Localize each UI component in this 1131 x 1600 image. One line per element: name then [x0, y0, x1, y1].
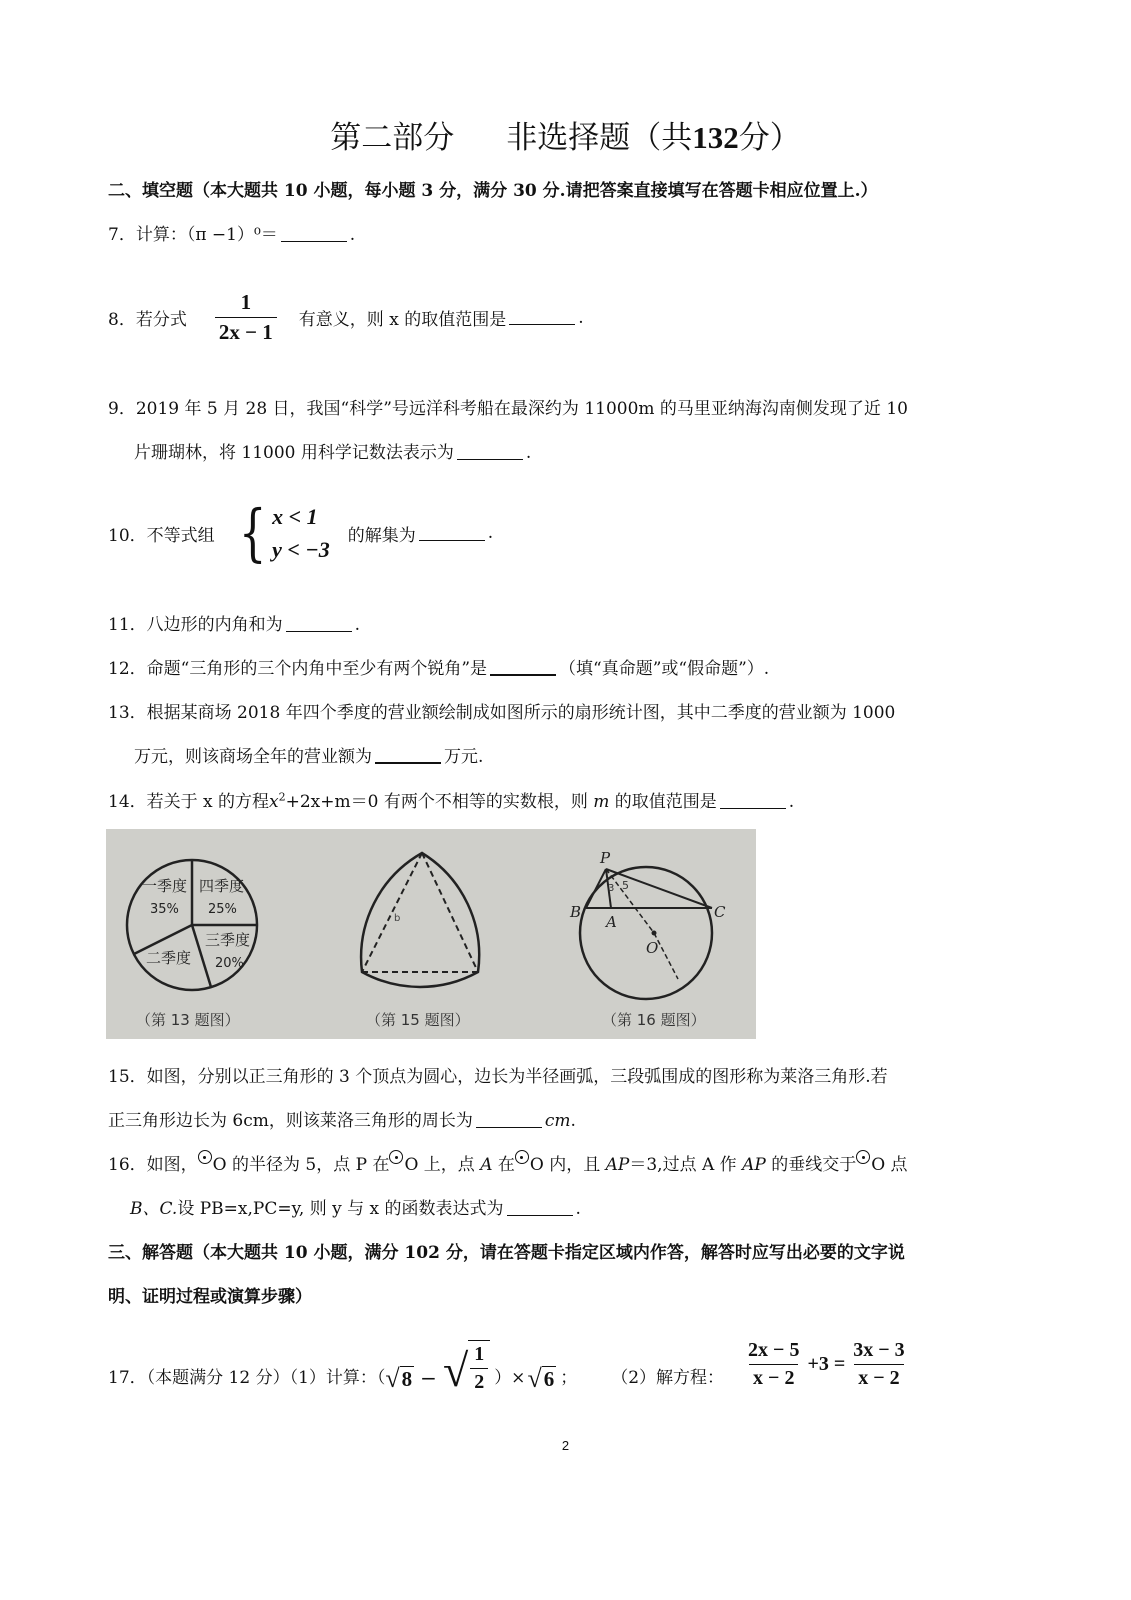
left-brace-icon: { — [238, 496, 267, 569]
question-15-line-2 — [108, 1106, 576, 1131]
inequality-1: x < 1 — [272, 504, 318, 529]
title-name-prefix: 非选择题（共 — [506, 120, 693, 156]
question-17 — [108, 1322, 909, 1398]
pie-value-q1: 35% — [150, 902, 179, 917]
q8-middle-text: 有意义，则 x 的取值范围是 — [298, 310, 507, 330]
pie-label-q4: 四季度 — [199, 877, 245, 895]
q16-text-5: O 内，且 — [529, 1155, 601, 1175]
sqrt-fraction-denominator: 2 — [470, 1368, 488, 1394]
minus-sign: − — [420, 1366, 437, 1390]
question-9-line-2 — [134, 438, 531, 463]
q16-suffix: . — [575, 1199, 581, 1219]
answer-blank — [720, 794, 786, 809]
q16-segment-ap: AP — [605, 1155, 630, 1175]
reuleaux-triangle-figure — [361, 853, 479, 1029]
q16-text-6: ＝3,过点 A 作 — [629, 1155, 737, 1175]
title-name-suffix: 分） — [738, 120, 801, 156]
q9-text: 片珊瑚林，将 11000 用科学记数法表示为 — [134, 443, 454, 463]
q14-variable: x — [269, 792, 279, 812]
q14-equation-rest: +2x+m＝0 有两个不相等的实数根，则 — [285, 792, 588, 812]
question-10 — [108, 496, 494, 569]
sqrt-radicand: 6 — [543, 1367, 555, 1391]
point-a-label: A — [606, 913, 617, 931]
section-2-header: 二、填空题（本大题共 10 小题，每小题 3 分，满分 30 分.请把答案直接填写在答题卡相应位置上.） — [108, 181, 878, 201]
equation-expression — [744, 1339, 909, 1390]
sqrt-expression: √ 6 — [527, 1364, 555, 1393]
q9-suffix: . — [525, 443, 532, 463]
ap-length-label: 3 — [608, 883, 615, 894]
pie-value-q3: 20% — [215, 956, 244, 971]
q8-suffix: . — [578, 307, 584, 328]
question-11 — [108, 610, 360, 635]
circle-symbol-icon — [856, 1150, 870, 1164]
q10-suffix: . — [487, 523, 494, 543]
equation-fraction-2-numerator: 3x − 3 — [853, 1339, 905, 1361]
answer-blank — [457, 445, 523, 460]
sqrt-fraction-numerator: 1 — [474, 1343, 485, 1365]
title-score: 132 — [692, 120, 739, 155]
question-13-line-1: 13．根据某商场 2018 年四个季度的营业额绘制成如图所示的扇形统计图，其中二季度的营业额为 1000 — [108, 703, 896, 723]
equation-fraction-1-denominator: x − 2 — [749, 1364, 798, 1390]
answer-blank — [286, 617, 352, 632]
q14-suffix: . — [788, 792, 795, 812]
answer-blank — [375, 748, 441, 764]
inequality-2: y < −3 — [272, 537, 330, 562]
q10-middle-text: 的解集为 — [347, 525, 416, 546]
fraction-denominator: 2x − 1 — [215, 317, 277, 345]
q14-middle-text: 的取值范围是 — [614, 792, 717, 812]
point-c-label: C — [714, 903, 726, 921]
q16-text-1: 16．如图， — [108, 1155, 198, 1175]
question-15-line-1: 15．如图，分别以正三角形的 3 个顶点为圆心，边长为半径画弧，三段弧围成的图形称为莱洛三角形.若 — [108, 1067, 888, 1087]
pie-label-q3: 三季度 — [205, 931, 251, 949]
q14-exponent: 2 — [278, 790, 286, 804]
answer-blank — [509, 310, 575, 325]
figure-drawings — [106, 829, 756, 1039]
question-14 — [108, 787, 794, 812]
answer-blank — [476, 1113, 542, 1128]
q16-text-8: O 点 — [871, 1155, 908, 1175]
reuleaux-label: b — [394, 913, 401, 924]
q16-text-7: 的垂线交于 — [771, 1155, 857, 1175]
q13-suffix: 万元. — [444, 747, 484, 767]
equation-fraction-1-numerator: 2x − 5 — [748, 1339, 800, 1361]
q10-text: 10．不等式组 — [108, 525, 215, 546]
q11-suffix: . — [354, 615, 361, 635]
caption-15: （第 15 题图） — [366, 1011, 470, 1029]
q12-text: 12．命题“三角形的三个内角中至少有两个锐角”是 — [108, 659, 488, 679]
q15-suffix: . — [570, 1111, 576, 1131]
q16-segment-ap-2: AP — [742, 1155, 766, 1175]
page-number: 2 — [561, 1438, 570, 1453]
q17-part-2-label: （2）解方程： — [611, 1368, 725, 1388]
q14-param: m — [593, 792, 610, 812]
q15-unit: cm — [544, 1111, 571, 1131]
q13-text: 万元，则该商场全年的营业额为 — [134, 747, 372, 767]
answer-blank — [507, 1201, 573, 1216]
question-7 — [108, 220, 355, 245]
question-9-line-1: 9．2019 年 5 月 28 日，我国“科学”号远洋科考船在最深约为 11000m 的马里亚纳海沟南侧发现了近 10 — [108, 399, 908, 419]
caption-13: （第 13 题图） — [136, 1011, 240, 1029]
equation-fraction-2-denominator: x − 2 — [854, 1364, 903, 1390]
inequality-system — [233, 496, 330, 569]
question-16-line-1 — [108, 1150, 908, 1175]
point-o-label: O — [646, 939, 659, 957]
question-8 — [108, 290, 584, 345]
q15-text: 正三角形边长为 6cm，则该莱洛三角形的周长为 — [108, 1111, 473, 1131]
caption-16: （第 16 题图） — [602, 1011, 706, 1029]
q12-suffix: （填“真命题”或“假命题”）. — [559, 659, 770, 679]
circle-symbol-icon — [198, 1150, 212, 1164]
times-sign: ）× — [494, 1368, 526, 1388]
pie-chart-figure — [127, 860, 257, 1029]
title-part: 第二部分 — [330, 120, 455, 156]
sqrt-fraction-expression: √ $\frac{1}{2}$ — [443, 1340, 490, 1394]
circle-chord-figure — [569, 849, 726, 1029]
sqrt-expression: √ 8 — [385, 1364, 413, 1393]
q16-text-3: O 上，点 — [404, 1155, 475, 1175]
section-3-header-line-1: 三、解答题（本大题共 10 小题，满分 102 分，请在答题卡指定区域内作答，解答时应写出必要的文字说 — [108, 1243, 905, 1263]
q17-text: 17．（本题满分 12 分）（1）计算：（ — [108, 1368, 386, 1388]
q7-suffix: . — [349, 225, 356, 245]
q16-point-a: A — [480, 1155, 493, 1175]
pie-label-q1: 一季度 — [142, 877, 188, 895]
circle-symbol-icon — [389, 1150, 403, 1164]
sqrt-radicand: 8 — [401, 1367, 413, 1391]
q16-points-bc: B、C. — [130, 1199, 178, 1219]
radius-label: 5 — [622, 879, 629, 892]
circle-symbol-icon — [515, 1150, 529, 1164]
figure-photo — [106, 829, 756, 1039]
q7-text: 7．计算：（π −1）⁰＝ — [108, 225, 278, 245]
q11-text: 11．八边形的内角和为 — [108, 615, 283, 635]
fraction-expression — [215, 290, 277, 345]
pie-value-q4: 25% — [208, 902, 237, 917]
fraction-numerator: 1 — [240, 290, 252, 314]
question-16-line-2 — [130, 1194, 581, 1219]
section-3-header-line-2: 明、证明过程或演算步骤） — [108, 1287, 312, 1307]
q16-text-2: O 的半径为 5，点 P 在 — [212, 1155, 390, 1175]
semicolon: ； — [560, 1368, 578, 1388]
answer-blank — [419, 526, 485, 541]
q14-text: 14．若关于 x 的方程 — [108, 792, 270, 812]
q8-text: 8．若分式 — [108, 310, 187, 330]
q16-text-4: 在 — [497, 1155, 515, 1175]
answer-blank — [281, 227, 347, 242]
q16-text-9: 设 PB=x,PC=y, 则 y 与 x 的函数表达式为 — [177, 1199, 504, 1219]
question-13-line-2 — [134, 742, 483, 767]
point-p-label: P — [600, 849, 611, 867]
page-title — [0, 112, 1131, 157]
point-b-label: B — [570, 903, 582, 921]
answer-blank — [490, 660, 556, 676]
plus-three-equals: +3 = — [807, 1353, 846, 1375]
pie-label-q2: 二季度 — [146, 949, 192, 967]
question-12 — [108, 654, 769, 679]
